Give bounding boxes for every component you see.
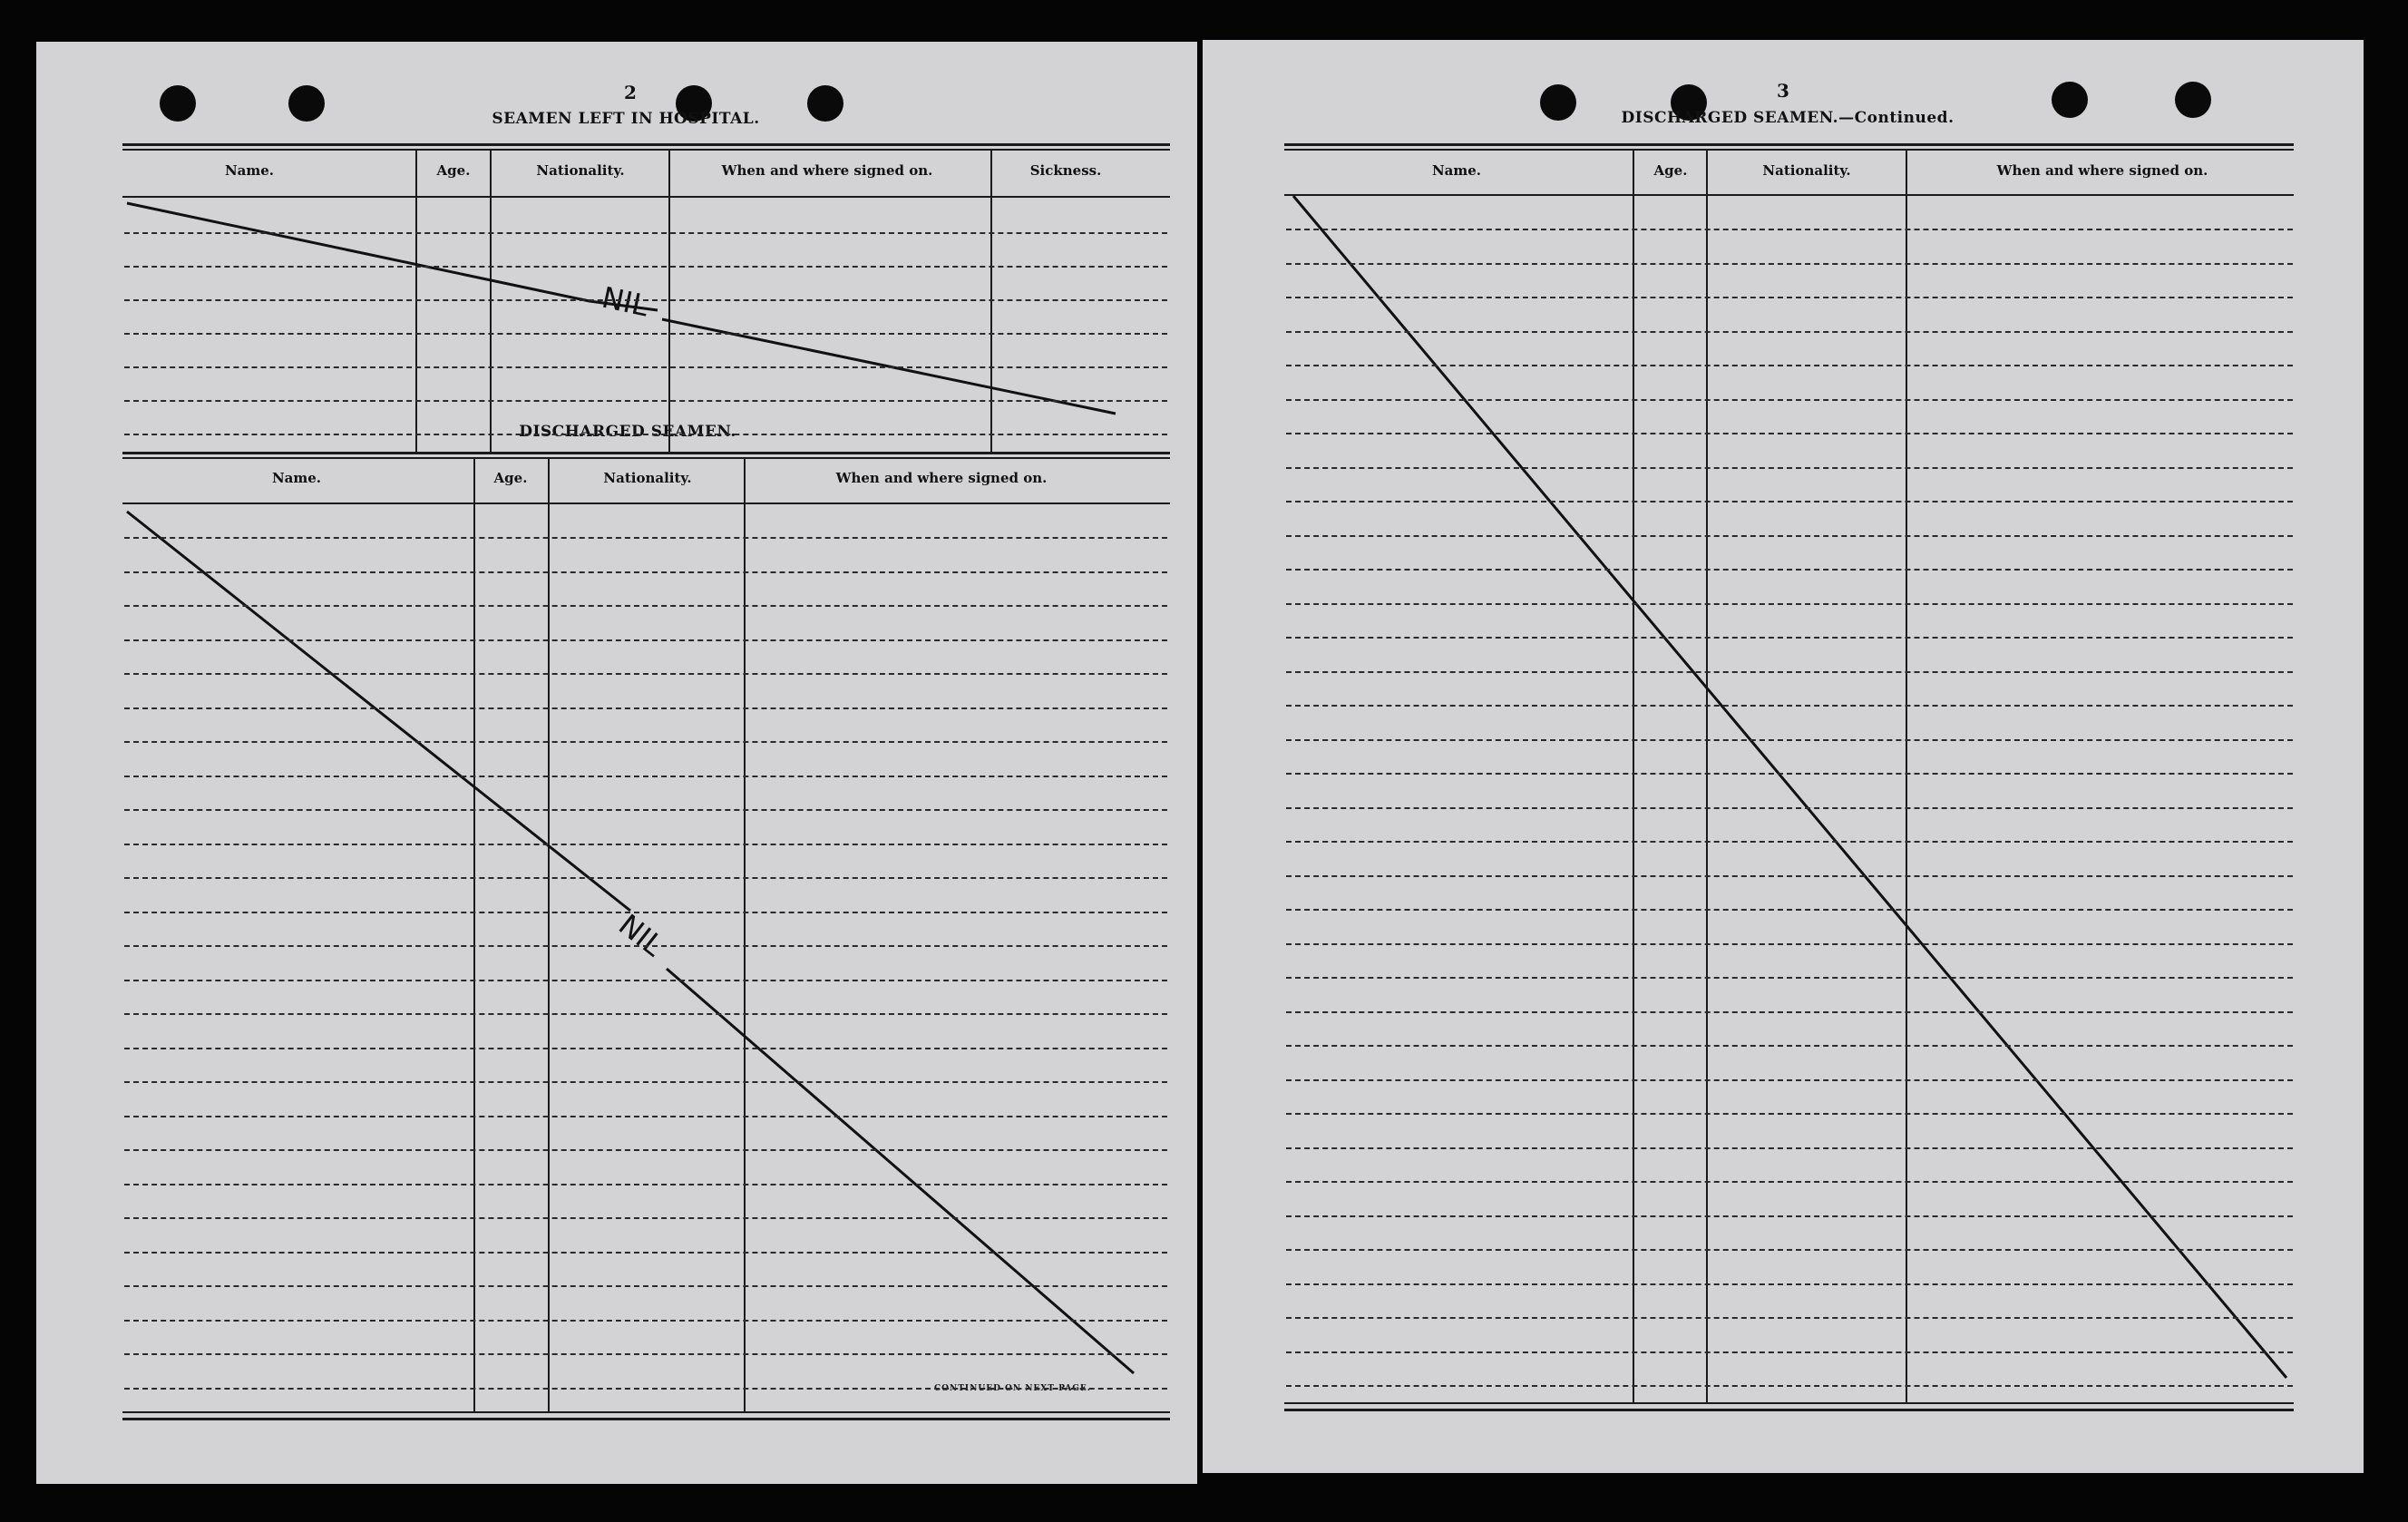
ruled-line: [124, 299, 1167, 301]
ruled-line: [1286, 875, 2293, 877]
ruled-line: [124, 571, 1167, 573]
table-bottom-rule: [1284, 1409, 2294, 1411]
ruled-line: [1286, 1215, 2293, 1217]
ruled-line: [1286, 1045, 2293, 1047]
ruled-line: [124, 1081, 1167, 1083]
ruled-line: [1286, 637, 2293, 639]
ruled-line: [124, 434, 1167, 435]
page-number: 3: [1777, 80, 1789, 102]
ruled-line: [1286, 501, 2293, 502]
ruled-line: [124, 844, 1167, 845]
ruled-line: [124, 1116, 1167, 1117]
ruled-line: [1286, 297, 2293, 298]
ruled-line: [124, 912, 1167, 913]
column-header-signed-on: When and where signed on.: [1996, 162, 2208, 179]
column-header-signed-on: When and where signed on.: [721, 162, 933, 179]
continued-footer: CONTINUED ON NEXT PAGE.: [934, 1384, 1091, 1393]
table-top-rule: [122, 149, 1170, 151]
column-header-age: Age.: [1653, 162, 1688, 179]
ruled-line: [124, 537, 1167, 539]
strike-overlay: [1203, 40, 2364, 1473]
column-header-age: Age.: [436, 162, 471, 179]
column-divider: [744, 457, 746, 1411]
ruled-line: [124, 809, 1167, 811]
ruled-line: [124, 1217, 1167, 1219]
ruled-line: [124, 605, 1167, 607]
ruled-line: [124, 776, 1167, 777]
column-header-signed-on: When and where signed on.: [835, 470, 1048, 486]
header-rule: [122, 196, 1170, 198]
ruled-line: [124, 1320, 1167, 1322]
ruled-line: [1286, 399, 2293, 401]
ruled-line: [124, 673, 1167, 675]
table-top-rule: [122, 143, 1170, 146]
ruled-line: [124, 1388, 1167, 1390]
ruled-line: [1286, 841, 2293, 843]
table-bottom-rule: [1284, 1402, 2294, 1404]
nil-handwritten: NIL: [612, 907, 670, 963]
hospital-section-title: SEAMEN LEFT IN HOSPITAL.: [492, 110, 760, 128]
ruled-line: [1286, 807, 2293, 809]
nil-handwritten: NIL: [599, 279, 652, 324]
ruled-line: [1286, 1181, 2293, 1183]
column-header-nationality: Nationality.: [603, 470, 692, 486]
column-header-age: Age.: [493, 470, 528, 486]
left-page: [36, 42, 1197, 1484]
ruled-line: [1286, 671, 2293, 673]
ruled-line: [124, 707, 1167, 709]
ruled-line: [124, 1285, 1167, 1287]
ruled-line: [124, 1013, 1167, 1015]
ruled-line: [124, 366, 1167, 368]
ruled-line: [1286, 705, 2293, 707]
punch-hole: [288, 85, 325, 122]
ruled-line: [124, 877, 1167, 879]
page-number: 2: [624, 82, 637, 103]
ruled-line: [1286, 1147, 2293, 1149]
ruled-line: [1286, 433, 2293, 434]
table-top-rule: [1284, 149, 2294, 151]
ruled-line: [1286, 1079, 2293, 1081]
table-top-rule: [122, 452, 1170, 454]
table-top-rule: [1284, 143, 2294, 146]
header-rule: [122, 502, 1170, 504]
ruled-line: [124, 1149, 1167, 1151]
ruled-line: [1286, 773, 2293, 775]
column-header-name: Name.: [271, 470, 322, 486]
ruled-line: [124, 1048, 1167, 1049]
column-header-name: Name.: [224, 162, 275, 179]
nil-strike-line: [667, 969, 1134, 1373]
column-header-nationality: Nationality.: [1762, 162, 1851, 179]
header-rule: [1284, 194, 2294, 196]
right-page: [1203, 40, 2364, 1473]
punch-hole: [1540, 84, 1576, 121]
ruled-line: [1286, 1113, 2293, 1115]
table-top-rule: [122, 457, 1170, 459]
ruled-line: [124, 1252, 1167, 1254]
column-header-sickness: Sickness.: [1029, 162, 1102, 179]
ruled-line: [1286, 909, 2293, 911]
ruled-line: [1286, 1249, 2293, 1251]
ruled-line: [124, 333, 1167, 335]
ruled-line: [1286, 1351, 2293, 1353]
ruled-line: [1286, 739, 2293, 741]
ruled-line: [1286, 1317, 2293, 1319]
column-divider: [473, 457, 475, 1411]
ruled-line: [1286, 1283, 2293, 1285]
table-bottom-rule: [122, 1418, 1170, 1420]
ruled-line: [1286, 977, 2293, 979]
ruled-line: [124, 232, 1167, 234]
ruled-line: [1286, 603, 2293, 605]
ruled-line: [1286, 263, 2293, 265]
discharged-section-title: DISCHARGED SEAMEN.: [519, 423, 736, 441]
ruled-line: [124, 266, 1167, 268]
punch-hole: [2175, 82, 2211, 118]
ruled-line: [1286, 229, 2293, 230]
ruled-line: [1286, 331, 2293, 333]
nil-strike-line: [127, 203, 658, 310]
discharged-continued-title: DISCHARGED SEAMEN.—Continued.: [1621, 109, 1955, 127]
ruled-line: [124, 980, 1167, 981]
column-header-nationality: Nationality.: [536, 162, 625, 179]
ruled-line: [1286, 365, 2293, 366]
ruled-line: [124, 400, 1167, 402]
column-divider: [548, 457, 550, 1411]
punch-hole: [807, 85, 843, 122]
punch-hole: [160, 85, 196, 122]
ruled-line: [124, 741, 1167, 743]
ruled-line: [124, 639, 1167, 641]
column-header-name: Name.: [1431, 162, 1482, 179]
ruled-line: [1286, 569, 2293, 571]
ruled-line: [124, 1353, 1167, 1355]
ruled-line: [1286, 467, 2293, 469]
nil-strike-overlay: [36, 42, 1197, 1484]
strike-line: [1293, 196, 2286, 1378]
table-bottom-rule: [122, 1411, 1170, 1413]
ruled-line: [1286, 1385, 2293, 1387]
punch-hole: [2052, 82, 2088, 118]
ruled-line: [1286, 1011, 2293, 1013]
ruled-line: [1286, 943, 2293, 945]
ruled-line: [1286, 535, 2293, 537]
ruled-line: [124, 945, 1167, 947]
ruled-line: [124, 1184, 1167, 1185]
